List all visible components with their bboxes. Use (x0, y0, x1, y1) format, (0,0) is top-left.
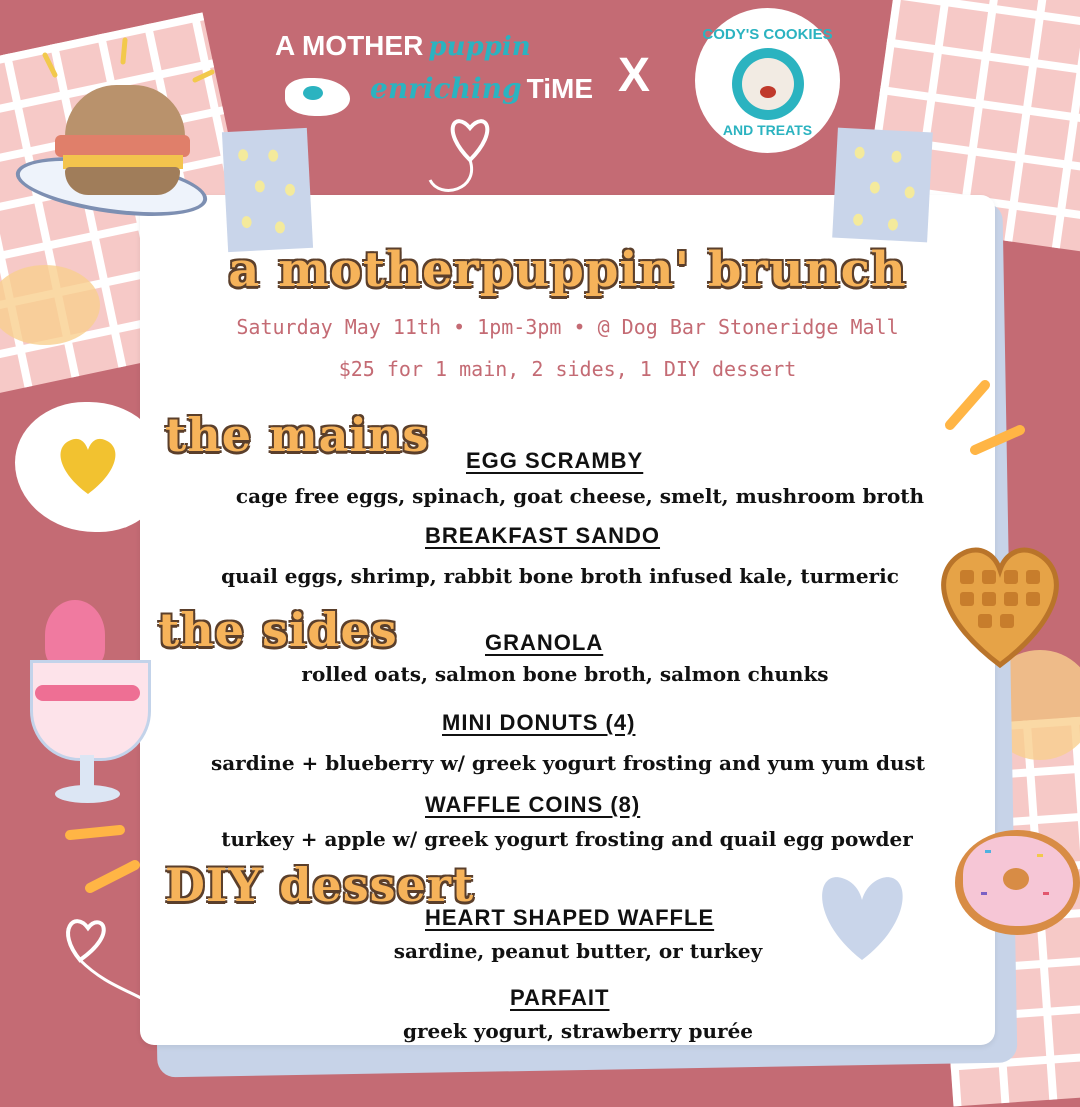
menu-item-name: PARFAIT (510, 985, 610, 1010)
section-heading-sides: the sides (158, 603, 398, 657)
logo-left-line1b: puppin (428, 32, 531, 62)
menu-item-name: WAFFLE COINS (8) (425, 792, 641, 817)
menu-item-description: rolled oats, salmon bone broth, salmon chunks (301, 662, 829, 686)
menu-item-description: sardine + blueberry w/ greek yogurt frosting and yum yum dust (210, 751, 926, 775)
menu-item-description: turkey + apple w/ greek yogurt frosting and quail egg powder (221, 827, 913, 851)
dog-face-icon (732, 48, 804, 120)
logo-left-line1a: A MOTHER (275, 30, 424, 61)
menu-item-description: greek yogurt, strawberry purée (402, 1019, 754, 1043)
menu-item-name: GRANOLA (485, 630, 604, 655)
logo-right-bottom: AND TREATS (722, 122, 813, 138)
section-heading-mains: the mains (165, 408, 430, 462)
collab-x-separator: X (618, 49, 651, 102)
section-heading-dessert: DIY dessert (165, 858, 475, 912)
price-info: $25 for 1 main, 2 sides, 1 DIY dessert (338, 357, 797, 381)
menu-item-name: EGG SCRAMBY (466, 448, 644, 473)
logo-left-line2a: enriching (370, 72, 522, 105)
menu-item-description: cage free eggs, spinach, goat cheese, smelt, mushroom broth (235, 484, 925, 508)
poster-title: a motherpuppin' brunch (228, 242, 907, 298)
breakfast-sandwich-icon (15, 75, 205, 225)
menu-item-name: HEART SHAPED WAFFLE (425, 905, 715, 930)
mother-puppin-logo (275, 30, 605, 125)
logo-left-line2b: TiME (526, 73, 594, 104)
logo-right-top: CODY'S COOKIES (702, 26, 833, 43)
parfait-icon (25, 600, 150, 810)
event-details: Saturday May 11th • 1pm-3pm • @ Dog Bar Stoneridge Mall (236, 315, 899, 339)
puppy-icon (285, 78, 350, 116)
menu-item-name: MINI DONUTS (4) (442, 710, 636, 735)
heart-waffle-icon (930, 535, 1070, 675)
menu-item-description: quail eggs, shrimp, rabbit bone broth infused kale, turmeric (221, 564, 899, 588)
menu-item-description: sardine, peanut butter, or turkey (393, 939, 763, 963)
codys-cookies-logo (695, 8, 840, 153)
menu-item-name: BREAKFAST SANDO (425, 523, 661, 548)
